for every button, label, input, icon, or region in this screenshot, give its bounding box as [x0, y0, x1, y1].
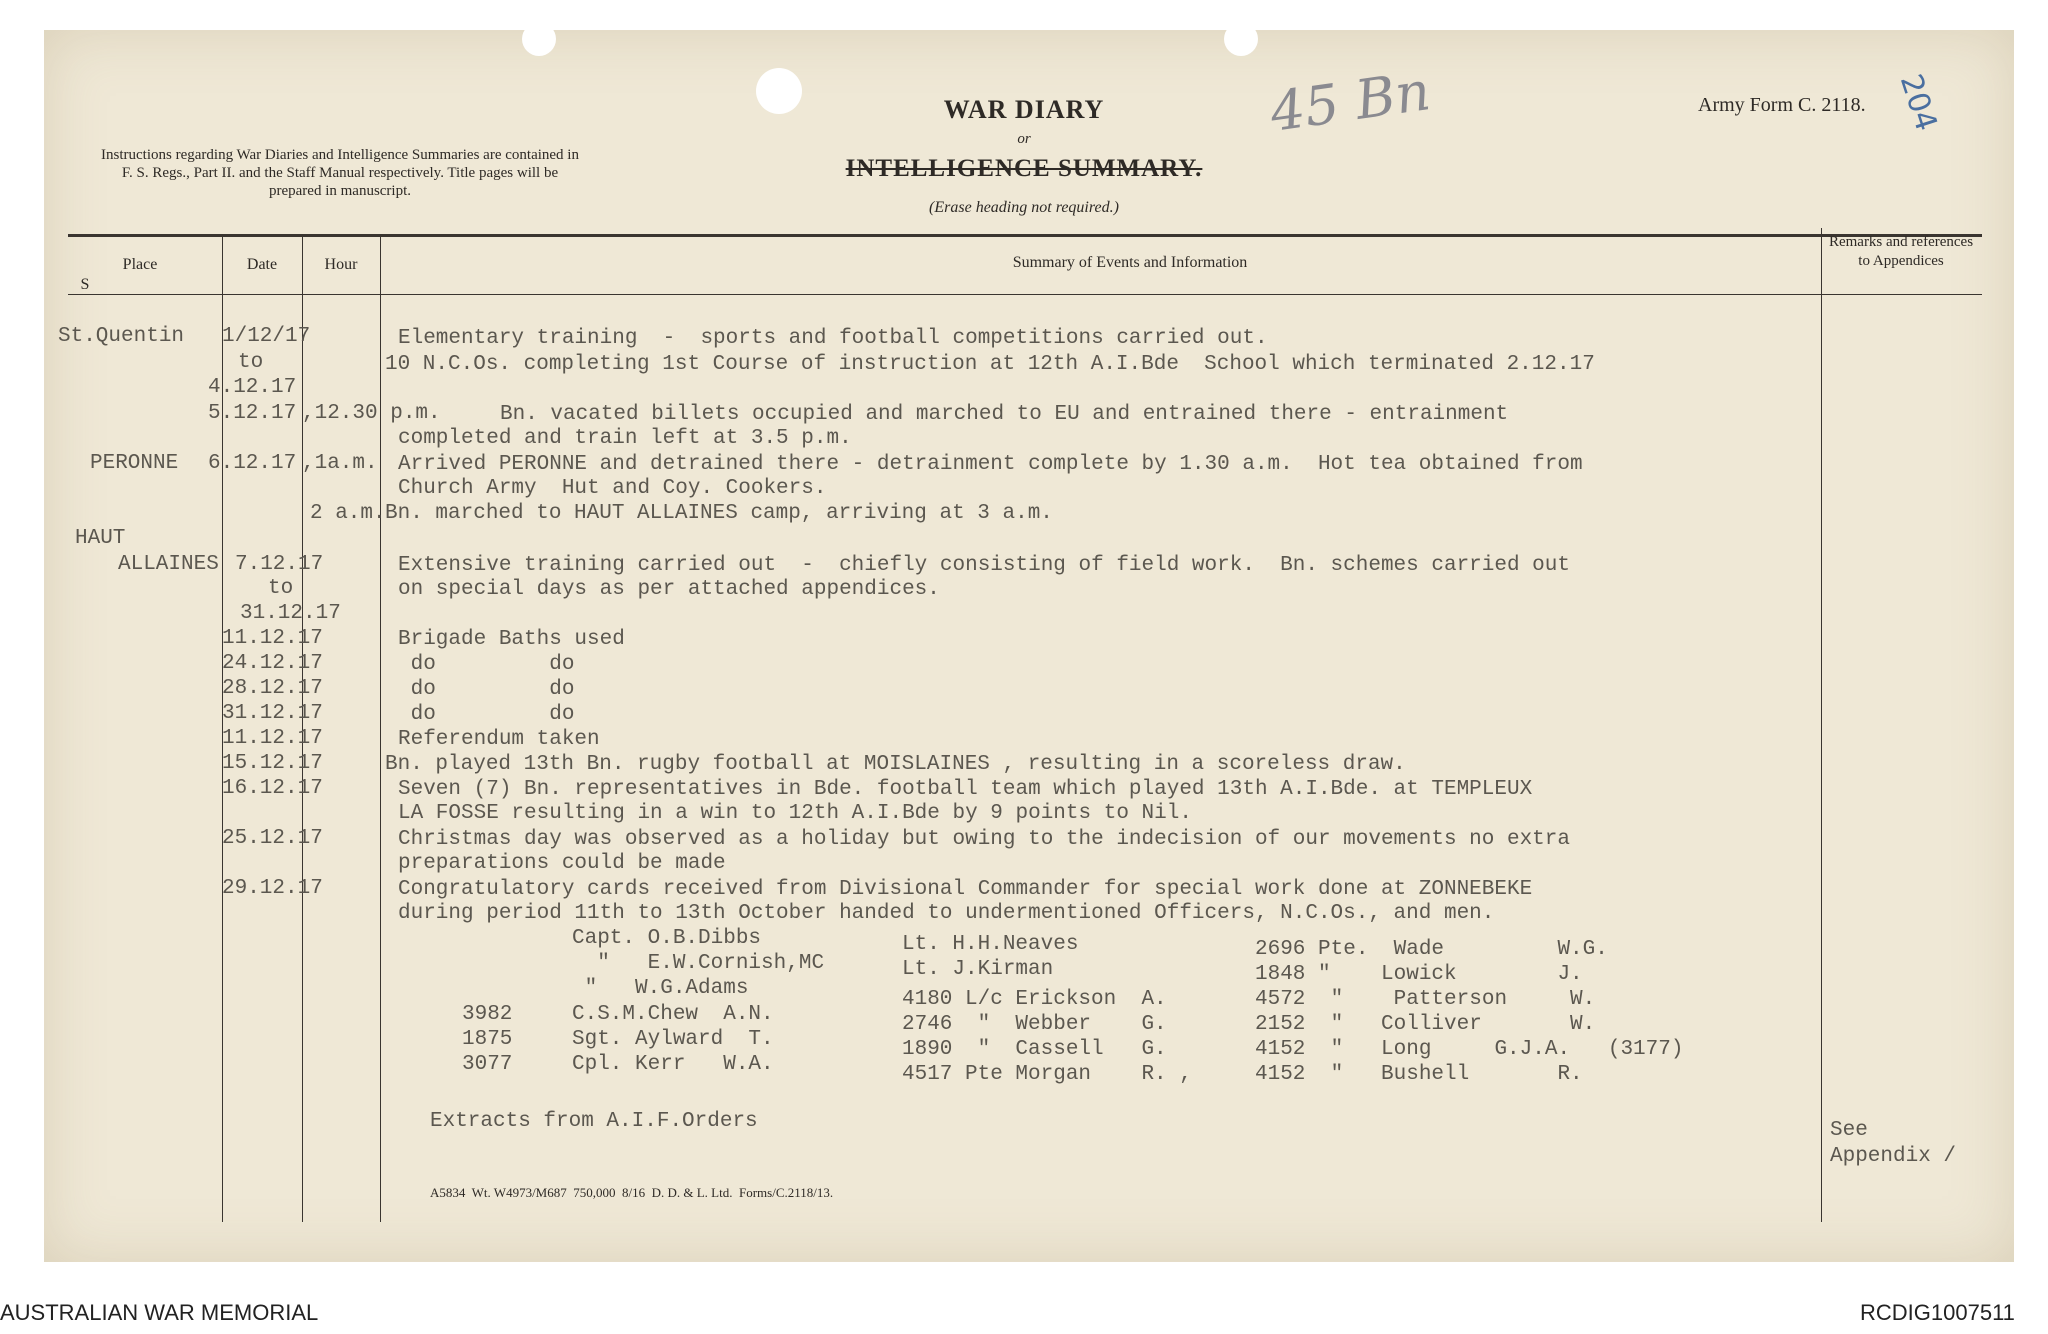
entry-text: 10 N.C.Os. completing 1st Course of instruction at 12th A.I.Bde School which terminated 2.12.17 — [385, 353, 1595, 376]
entry-date: 29.12.17 — [222, 877, 323, 900]
handwritten-unit: 45 Bn — [1266, 59, 1434, 144]
place-haut: HAUT — [75, 527, 126, 550]
recipient-name: Capt. O.B.Dibbs — [572, 927, 762, 950]
recipient-name: " E.W.Cornish,MC — [572, 952, 825, 975]
recipient-name: 4517 Pte Morgan R. , — [902, 1063, 1192, 1086]
remarks-see-appendix: See Appendix / — [1830, 1119, 1957, 1168]
col-head-summary: Summary of Events and Information — [1012, 254, 1248, 271]
recipient-number: 3982 — [462, 1003, 513, 1026]
recipient-name: 1890 " Cassell G. — [902, 1038, 1167, 1061]
entry-text: LA FOSSE resulting in a win to 12th A.I.Bde by 9 points to Nil. — [398, 802, 1192, 825]
col-head-remarks: Remarks and references to Appendices — [1828, 234, 1974, 269]
col-rule-hour — [380, 237, 381, 1222]
entry-date: 24.12.17 — [222, 652, 323, 675]
entry-text: completed and train left at 3.5 p.m. — [398, 427, 852, 450]
entry-date: 6.12.17 — [208, 452, 297, 475]
extracts-note: Extracts from A.I.F.Orders — [430, 1110, 758, 1133]
recipient-number: 3077 — [462, 1053, 513, 1076]
entry-text: Congratulatory cards received from Divisional Commander for special work done at ZONNEBEKE — [398, 878, 1533, 901]
col-head-hour: Hour — [324, 256, 358, 273]
entry-text: do do — [398, 653, 575, 676]
place-st-quentin: St.Quentin — [58, 325, 185, 348]
recipient-name: 4572 " Patterson W. — [1255, 988, 1596, 1011]
entry-date: 15.12.17 — [222, 752, 323, 775]
recipient-name: Lt. J.Kirman — [902, 958, 1054, 981]
entry-date: 11.12.17 — [222, 627, 323, 650]
entry-date: 28.12.17 — [222, 677, 323, 700]
entry-text: Bn. played 13th Bn. rugby football at MOISLAINES , resulting in a scoreless draw. — [385, 753, 1406, 776]
page-title: WAR DIARY — [943, 95, 1105, 124]
entry-hour: ,12.30 p.m. — [302, 402, 441, 425]
entry-text: preparations could be made — [398, 852, 726, 875]
table-top-rule — [68, 234, 1982, 237]
recipient-name: 4180 L/c Erickson A. — [902, 988, 1167, 1011]
recipient-name: 2746 " Webber G. — [902, 1013, 1167, 1036]
entry-date: 5.12.17 — [208, 402, 297, 425]
entry-text: during period 11th to 13th October handed to undermentioned Officers, N.C.Os., and men. — [398, 902, 1495, 925]
entry-text: Church Army Hut and Coy. Cookers. — [398, 477, 827, 500]
entry-date: 16.12.17 — [222, 777, 323, 800]
header-bottom-rule — [68, 294, 1982, 295]
entry-date: 31.12.17 — [240, 602, 341, 625]
recipient-name: 4152 " Long G.J.A. (3177) — [1255, 1038, 1684, 1061]
instructions-text: Instructions regarding War Diaries and Intelligence Summaries are contained in F. S. Regs., Part II. and the Staff Manual respectively. Title pages will be prepared in manuscript. — [101, 147, 579, 199]
punch-hole — [1224, 22, 1258, 56]
recipient-name: Lt. H.H.Neaves — [902, 933, 1079, 956]
entry-date: 11.12.17 — [222, 727, 323, 750]
entry-date: 31.12.17 — [222, 702, 323, 725]
entry-hour: ,1a.m. — [302, 452, 378, 475]
footer-institution: AUSTRALIAN WAR MEMORIAL — [0, 1300, 319, 1325]
col-head-place: Place — [122, 256, 158, 273]
recipient-name: C.S.M.Chew A.N. — [572, 1003, 774, 1026]
recipient-name: " W.G.Adams — [572, 977, 749, 1000]
entry-text: Bn. marched to HAUT ALLAINES camp, arriving at 3 a.m. — [385, 502, 1053, 525]
recipient-name: 1848 " Lowick J. — [1255, 963, 1583, 986]
entry-hour: 2 a.m. — [310, 502, 386, 525]
recipient-name: Sgt. Aylward T. — [572, 1028, 774, 1051]
title-or: or — [1017, 131, 1031, 147]
entry-date: 1/12/17 — [222, 325, 311, 348]
entry-text: Elementary training - sports and football competitions carried out. — [398, 327, 1268, 350]
entry-date: 25.12.17 — [222, 827, 323, 850]
entry-date: 7.12.17 — [235, 553, 324, 576]
page-number: 204 — [1892, 70, 1944, 136]
erase-note: (Erase heading not required.) — [929, 199, 1119, 216]
entry-text: Arrived PERONNE and detrained there - detrainment complete by 1.30 a.m. Hot tea obtained from — [398, 453, 1583, 476]
entry-date: 4.12.17 — [208, 376, 297, 399]
recipient-name: 2696 Pte. Wade W.G. — [1255, 938, 1608, 961]
page-subtitle: INTELLIGENCE SUMMARY. — [845, 155, 1203, 182]
entry-text: do do — [398, 678, 575, 701]
col-head-place-mark: S — [80, 276, 90, 293]
entry-text: Bn. vacated billets occupied and marched to EU and entrained there - entrainment — [500, 403, 1509, 426]
footer-id: RCDIG1007511 — [1860, 1300, 2015, 1325]
printer-line: A5834 Wt. W4973/M687 750,000 8/16 D. D. & L. Ltd. Forms/C.2118/13. — [430, 1185, 834, 1200]
entry-to: to — [238, 351, 264, 374]
place-peronne: PERONNE — [90, 452, 179, 475]
entry-text: Seven (7) Bn. representatives in Bde. football team which played 13th A.I.Bde. at TEMPLEUX — [398, 778, 1533, 801]
entry-text: Christmas day was observed as a holiday but owing to the indecision of our movements no extra — [398, 828, 1570, 851]
recipient-name: Cpl. Kerr W.A. — [572, 1053, 774, 1076]
entry-to: to — [268, 577, 294, 600]
army-form-label: Army Form C. 2118. — [1698, 94, 1866, 116]
entry-text: do do — [398, 703, 575, 726]
entry-text: on special days as per attached appendices. — [398, 578, 940, 601]
punch-hole — [522, 22, 556, 56]
col-rule-remarks — [1821, 228, 1822, 1222]
col-head-date: Date — [246, 256, 278, 273]
entry-text: Extensive training carried out - chiefly consisting of field work. Bn. schemes carried out — [398, 554, 1570, 577]
recipient-number: 1875 — [462, 1028, 513, 1051]
recipient-name: 2152 " Colliver W. — [1255, 1013, 1596, 1036]
place-allaines: ALLAINES — [118, 553, 219, 576]
recipient-name: 4152 " Bushell R. — [1255, 1063, 1583, 1086]
entry-text: Referendum taken — [398, 728, 600, 751]
entry-text: Brigade Baths used — [398, 628, 625, 651]
